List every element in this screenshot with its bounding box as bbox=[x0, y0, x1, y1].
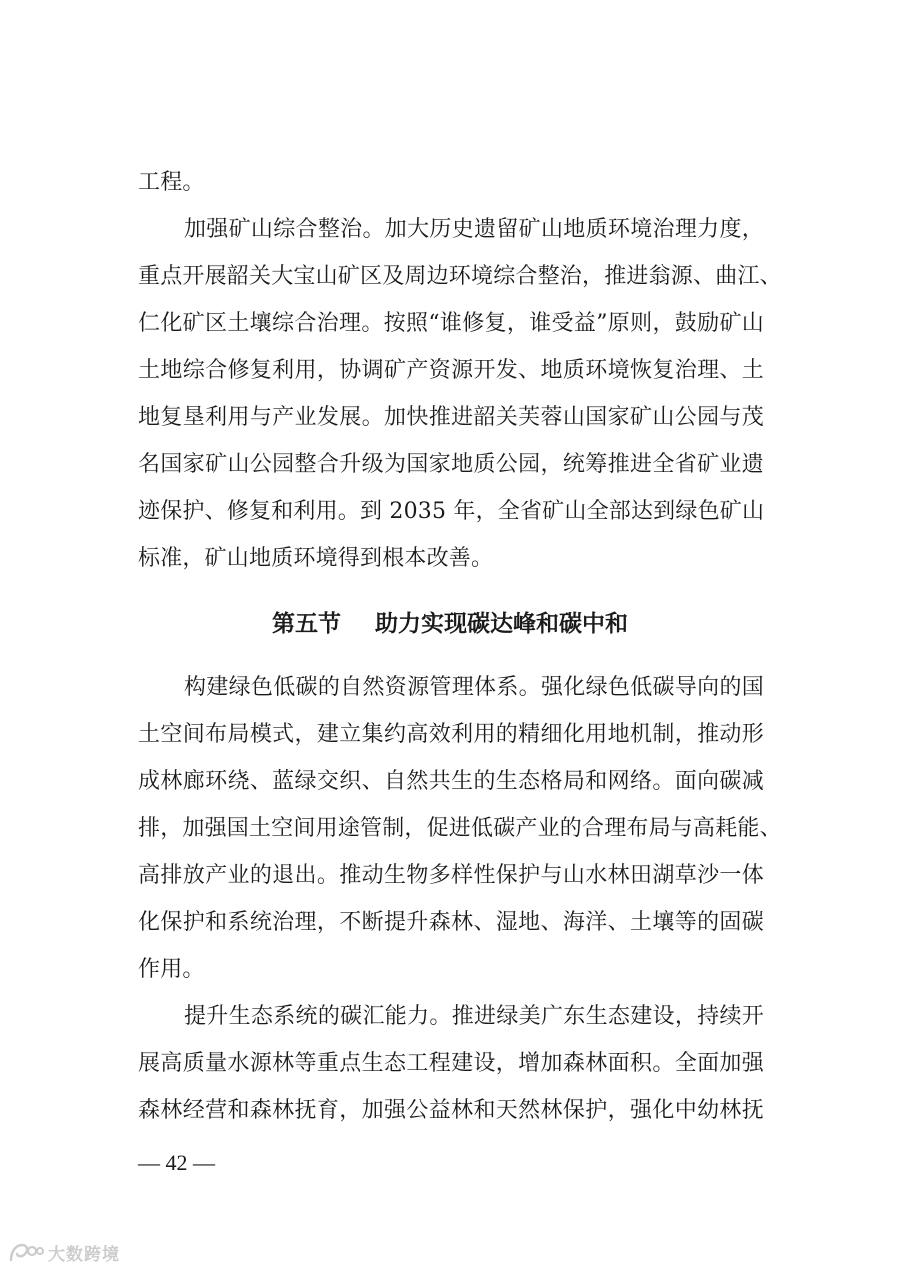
page-number: — 42 — bbox=[138, 1150, 215, 1175]
paragraph-line: 工程。 bbox=[138, 170, 205, 195]
paragraph-line: 化保护和系统治理，不断提升森林、湿地、海洋、土壤等的固碳 bbox=[138, 910, 764, 935]
section-heading bbox=[0, 609, 900, 639]
paragraph-line: 作用。 bbox=[138, 957, 205, 982]
section-title: 助力实现碳达峰和碳中和 bbox=[375, 611, 628, 637]
paragraph-line: 仁化矿区土壤综合治理。按照“谁修复，谁受益”原则，鼓励矿山 bbox=[138, 311, 764, 336]
paragraph-line: 展高质量水源林等重点生态工程建设，增加森林面积。全面加强 bbox=[138, 1051, 764, 1076]
section-number: 第五节 bbox=[272, 611, 341, 637]
watermark-text: 大数跨境 bbox=[48, 1245, 120, 1265]
paragraph-line: 森林经营和森林抚育，加强公益林和天然林保护，强化中幼林抚 bbox=[138, 1098, 764, 1123]
watermark bbox=[8, 1240, 120, 1265]
paragraph-line: 重点开展韶关大宝山矿区及周边环境综合整治，推进翁源、曲江、 bbox=[138, 264, 782, 289]
brand-logo-icon bbox=[8, 1242, 44, 1264]
paragraph-line: 提升生态系统的碳汇能力。推进绿美广东生态建设，持续开 bbox=[184, 1004, 764, 1029]
paragraph-line: 土空间布局模式，建立集约高效利用的精细化用地机制，推动形 bbox=[138, 722, 764, 747]
paragraph-line: 高排放产业的退出。推动生物多样性保护与山水林田湖草沙一体 bbox=[138, 863, 764, 888]
paragraph-line: 名国家矿山公园整合升级为国家地质公园，统筹推进全省矿业遗 bbox=[138, 452, 764, 477]
paragraph-line: 标准，矿山地质环境得到根本改善。 bbox=[138, 546, 494, 571]
paragraph-line: 成林廊环绕、蓝绿交织、自然共生的生态格局和网络。面向碳减 bbox=[138, 769, 764, 794]
paragraph-line: 地复垦利用与产业发展。加快推进韶关芙蓉山国家矿山公园与茂 bbox=[138, 405, 764, 430]
paragraph-line: 迹保护、修复和利用。到 2035 年，全省矿山全部达到绿色矿山 bbox=[138, 499, 765, 524]
paragraph-line: 构建绿色低碳的自然资源管理体系。强化绿色低碳导向的国 bbox=[184, 675, 764, 700]
paragraph-line: 排，加强国土空间用途管制，促进低碳产业的合理布局与高耗能、 bbox=[138, 816, 782, 841]
paragraph-line: 加强矿山综合整治。加大历史遗留矿山地质环境治理力度， bbox=[184, 217, 764, 242]
paragraph-line: 土地综合修复利用，协调矿产资源开发、地质环境恢复治理、土 bbox=[138, 358, 764, 383]
